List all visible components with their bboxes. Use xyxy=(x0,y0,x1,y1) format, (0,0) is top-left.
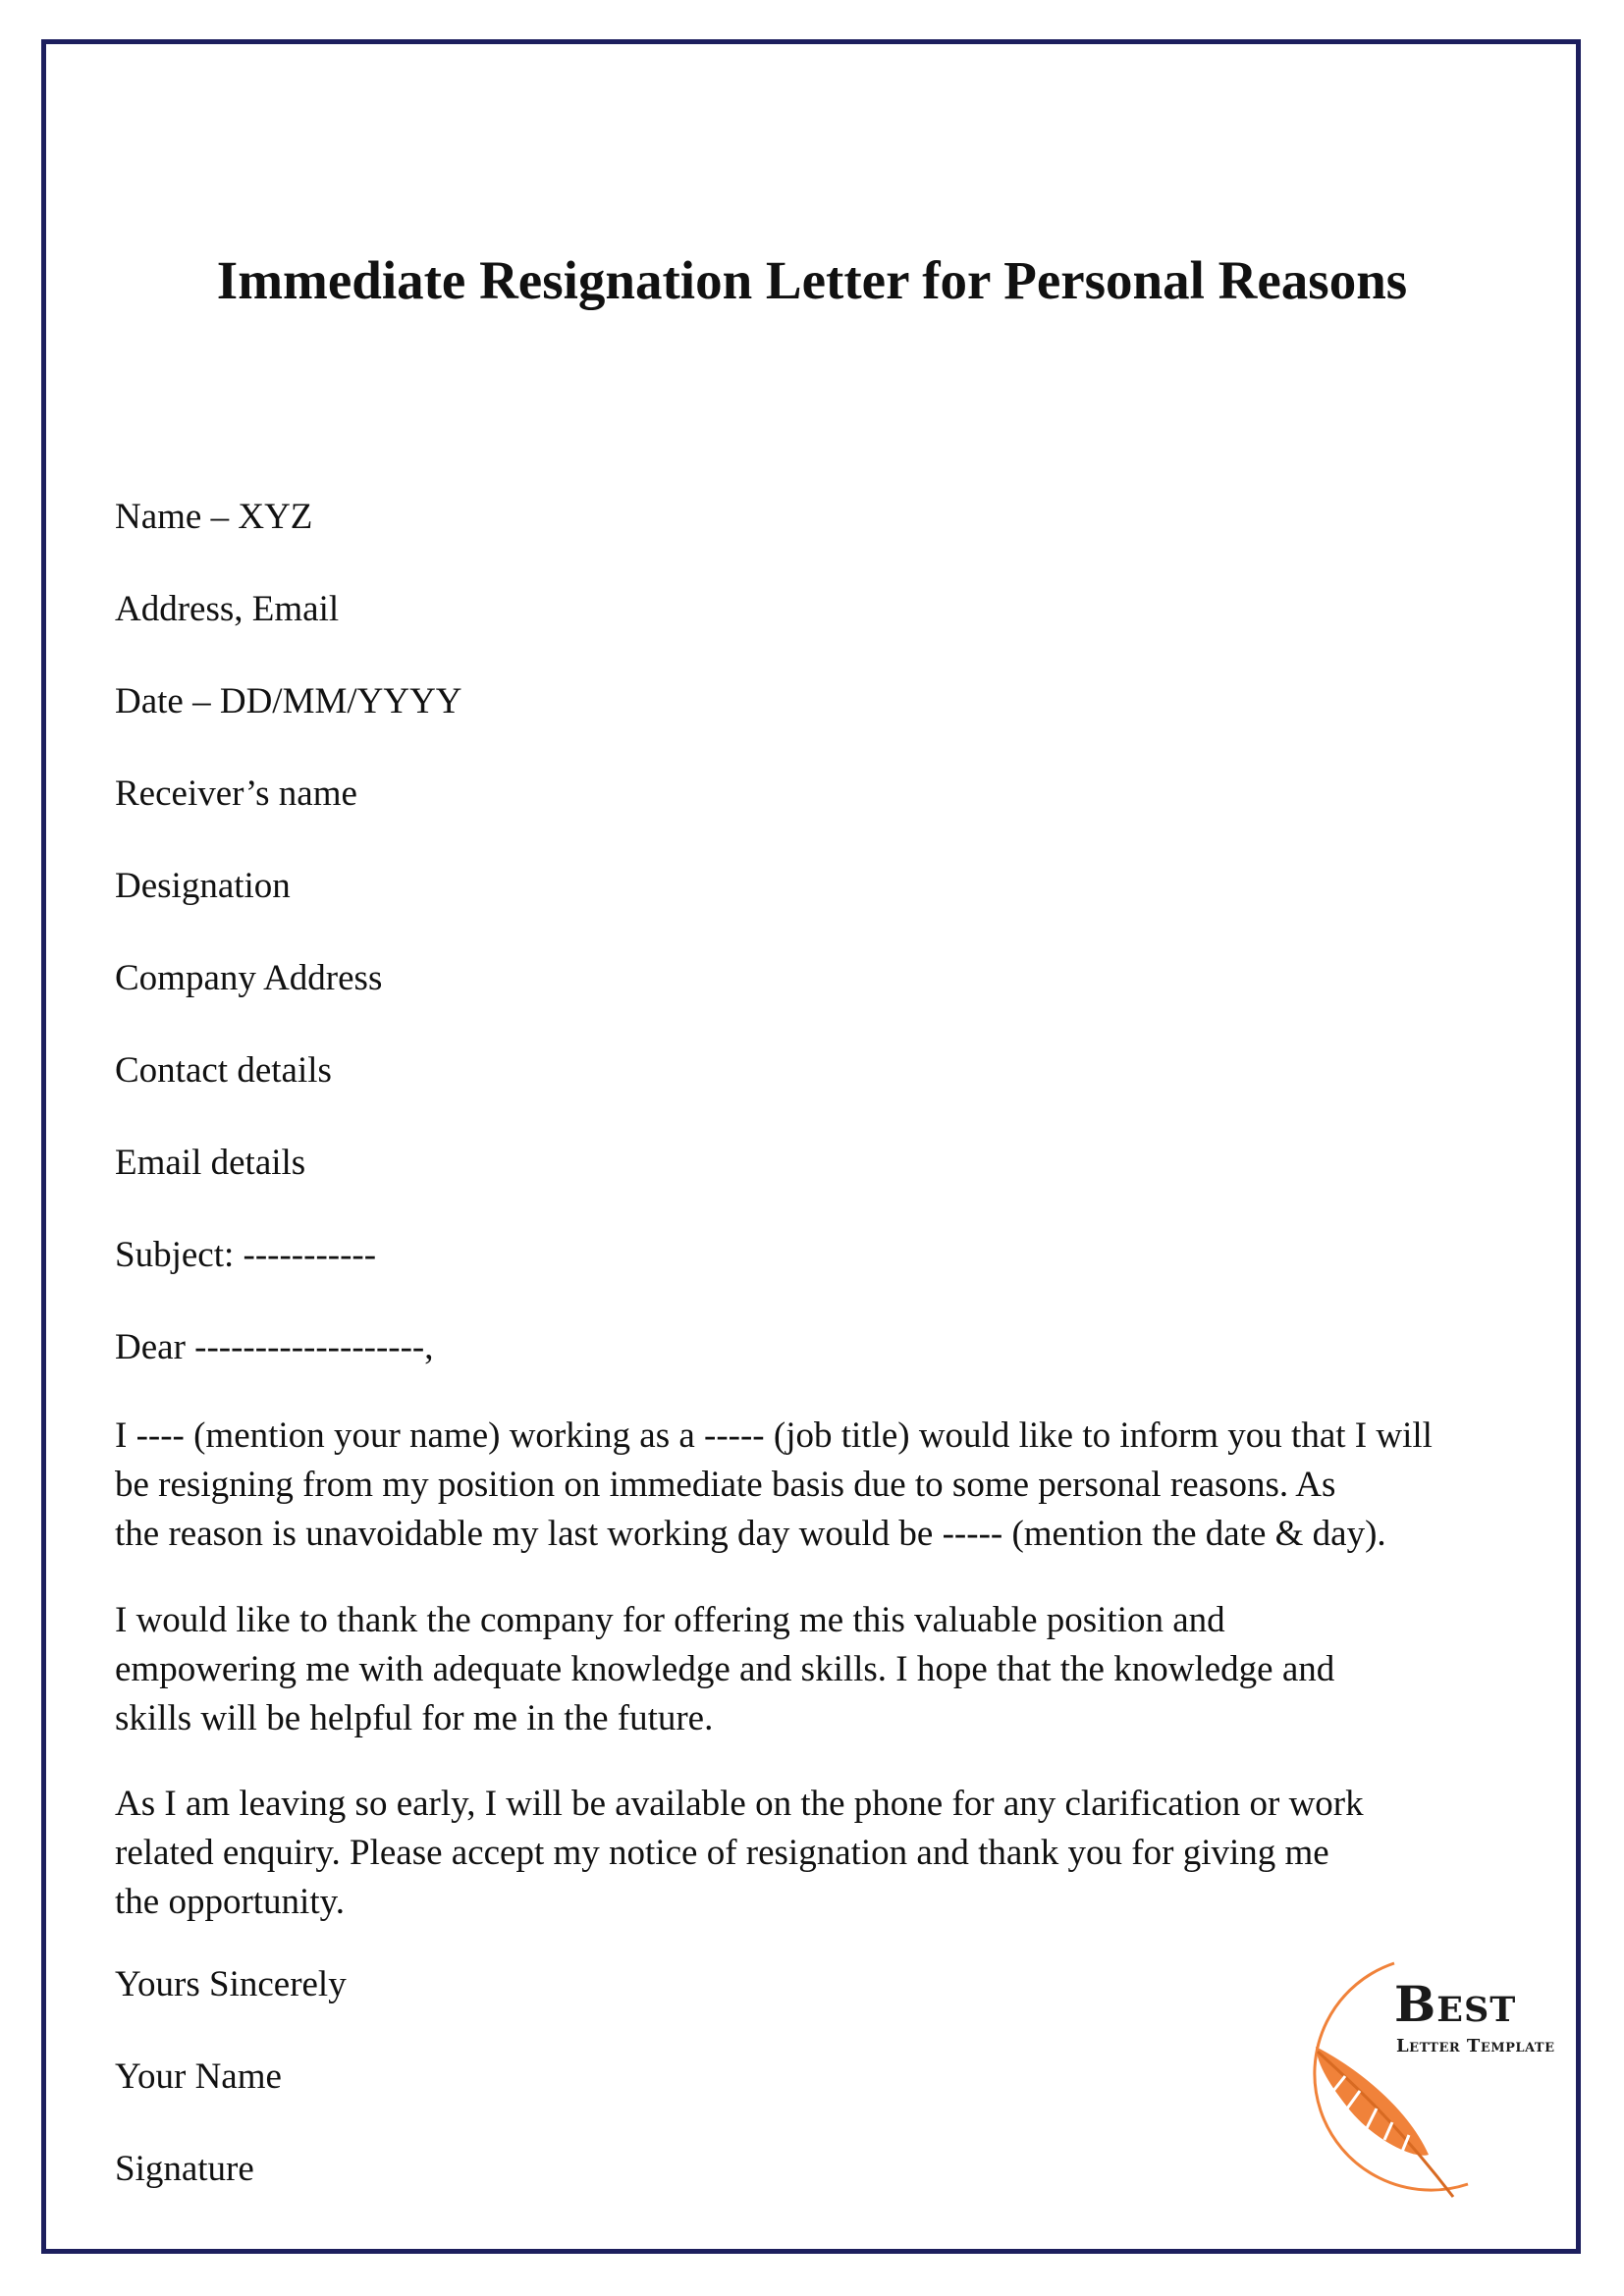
contact-details-line: Contact details xyxy=(115,1050,332,1091)
letter-title: Immediate Resignation Letter for Personal Reasons xyxy=(216,250,1408,310)
date-line: Date – DD/MM/YYYY xyxy=(115,681,462,721)
paragraph-line: be resigning from my position on immediate basis due to some personal reasons. As xyxy=(115,1465,1336,1505)
designation-line: Designation xyxy=(115,866,291,906)
signature-line: Signature xyxy=(115,2149,254,2189)
paragraph-line: skills will be helpful for me in the future. xyxy=(115,1698,714,1738)
signer-name-line: Your Name xyxy=(115,2056,282,2097)
paragraph-line: the opportunity. xyxy=(115,1882,345,1922)
body-paragraph-1 xyxy=(115,1412,1529,1559)
body-paragraph-3 xyxy=(115,1780,1529,1927)
email-details-line: Email details xyxy=(115,1143,306,1183)
company-address-line: Company Address xyxy=(115,958,383,998)
paragraph-line: the reason is unavoidable my last working day would be ----- (mention the date & day). xyxy=(115,1514,1386,1554)
body-paragraph-2 xyxy=(115,1596,1529,1743)
receiver-name-line: Receiver’s name xyxy=(115,774,357,814)
salutation-line: Dear -------------------, xyxy=(115,1327,434,1367)
sender-address-line: Address, Email xyxy=(115,589,340,629)
closing-line: Yours Sincerely xyxy=(115,1964,347,2004)
logo-word-letter-template: Letter Template xyxy=(1396,2036,1555,2056)
logo-word-best: Best xyxy=(1394,1975,1517,2033)
paragraph-line: I ---- (mention your name) working as a ----- (job title) would like to inform you that I will xyxy=(115,1415,1433,1456)
paragraph-line: empowering me with adequate knowledge and skills. I hope that the knowledge and xyxy=(115,1649,1335,1689)
subject-line: Subject: ----------- xyxy=(115,1235,377,1275)
paragraph-line: related enquiry. Please accept my notice of resignation and thank you for giving me xyxy=(115,1833,1329,1873)
feather-quill-icon xyxy=(1316,2047,1453,2197)
paragraph-line: As I am leaving so early, I will be available on the phone for any clarification or work xyxy=(115,1784,1364,1824)
paragraph-line: I would like to thank the company for offering me this valuable position and xyxy=(115,1600,1225,1640)
best-letter-template-logo xyxy=(1257,1953,1581,2209)
sender-name-line: Name – XYZ xyxy=(115,497,313,537)
